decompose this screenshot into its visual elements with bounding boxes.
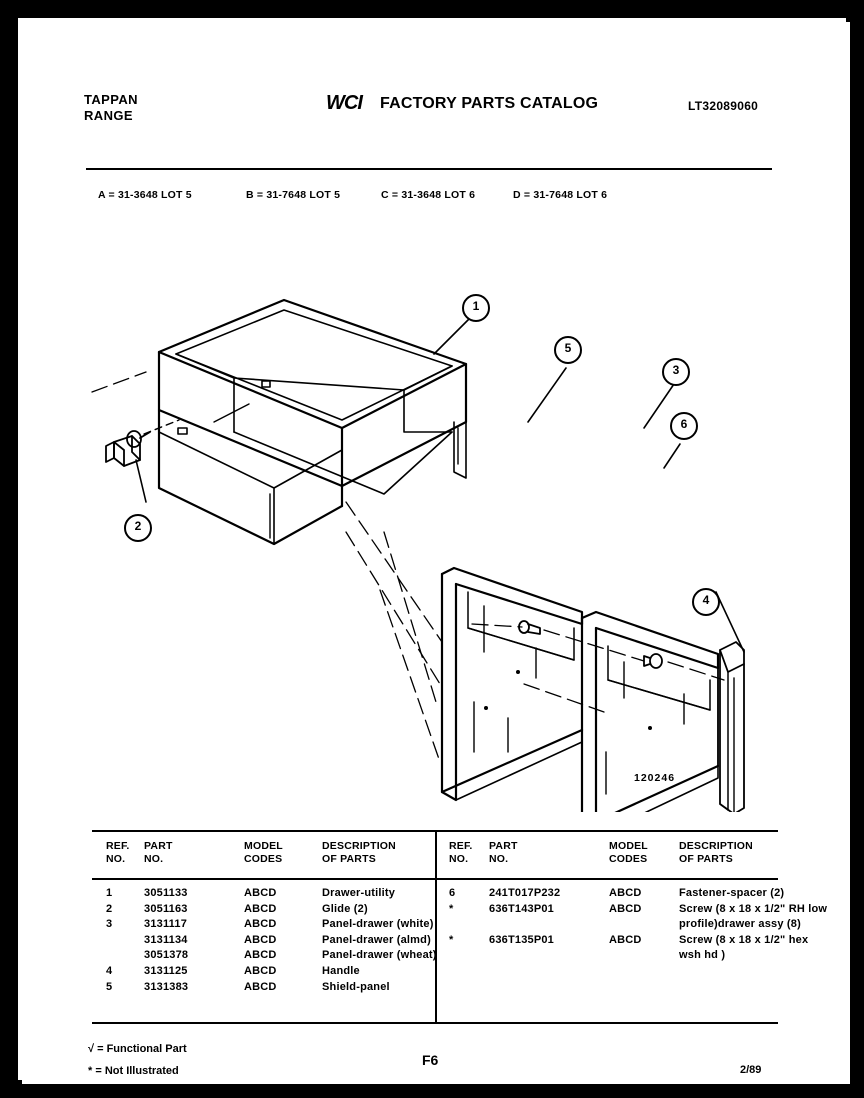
cell-description: Shield-panel (322, 980, 390, 993)
table-row (449, 933, 829, 964)
header-desc2: OF PARTS (322, 853, 376, 865)
lot-code-d: D = 31-7648 LOT 6 (513, 189, 608, 201)
right-table-rows (449, 886, 829, 964)
table-row (106, 980, 437, 996)
callout-5: 5 (554, 336, 582, 364)
cell-model-codes: ABCD (244, 918, 277, 931)
left-table-header (106, 840, 396, 866)
note-not-illustrated: * = Not Illustrated (88, 1065, 179, 1077)
cell-ref-no: * (449, 933, 454, 946)
document-number: LT32089060 (688, 99, 759, 113)
header-desc: DESCRIPTION (322, 840, 396, 852)
callout-4: 4 (692, 588, 720, 616)
cell-description: Fastener-spacer (2) (679, 887, 785, 899)
lot-code-b: B = 31-7648 LOT 5 (246, 189, 341, 201)
table-row (449, 902, 829, 933)
header-ref-r: REF. (449, 840, 473, 852)
header-part2-r: NO. (489, 853, 509, 865)
cell-model-codes: ABCD (609, 933, 642, 946)
note-functional-part: √ = Functional Part (88, 1043, 187, 1055)
cell-model-codes: ABCD (244, 949, 277, 962)
cell-model-codes: ABCD (244, 887, 277, 899)
cell-part-no: 241T017P232 (489, 887, 561, 899)
legend-notes (88, 1038, 187, 1082)
header-ref2: NO. (106, 853, 126, 865)
header-model-r: MODEL (609, 840, 648, 852)
cell-part-no: 3051378 (144, 949, 189, 962)
cell-model-codes: ABCD (244, 902, 277, 915)
header-desc2-r: OF PARTS (679, 853, 733, 865)
page-border (14, 14, 850, 1084)
cell-part-no: 3131117 (144, 918, 188, 931)
cell-description: Screw (8 x 18 x 1/2" hex wsh hd ) (679, 933, 809, 962)
cell-description: Handle (322, 964, 360, 977)
left-table-rows (106, 886, 437, 995)
wci-logo: WCI (326, 92, 362, 114)
callout-1: 1 (462, 294, 490, 322)
table-row (106, 917, 437, 933)
header-divider (86, 168, 772, 170)
cell-part-no: 3051133 (144, 887, 188, 899)
cell-model-codes: ABCD (244, 964, 277, 977)
brand-block (84, 92, 138, 124)
cell-ref-no: 6 (449, 887, 456, 899)
brand-name: TAPPAN (84, 92, 138, 107)
catalog-page (14, 14, 850, 1084)
cell-ref-no: 2 (106, 902, 113, 915)
header-part2: NO. (144, 853, 164, 865)
callout-2: 2 (124, 514, 152, 542)
header-part-r: PART (489, 840, 518, 852)
cell-part-no: 3051163 (144, 902, 188, 915)
drawing-number: 120246 (634, 772, 676, 784)
page-sheet (22, 22, 850, 1084)
callout-3: 3 (662, 358, 690, 386)
cell-description: Screw (8 x 18 x 1/2" RH low profile)drawer assy (8) (679, 902, 828, 931)
cell-model-codes: ABCD (609, 902, 642, 915)
lot-codes-row (98, 189, 798, 201)
cell-description: Panel-drawer (almd) (322, 933, 431, 946)
callout-6: 6 (670, 412, 698, 440)
cell-ref-no: 4 (106, 964, 113, 977)
cell-ref-no: 3 (106, 918, 113, 931)
header-ref: REF. (106, 840, 130, 852)
cell-model-codes: ABCD (609, 887, 642, 899)
cell-description: Panel-drawer (wheat) (322, 949, 437, 962)
cell-part-no: 3131383 (144, 980, 189, 993)
cell-part-no: 3131134 (144, 933, 188, 946)
parts-table (92, 830, 828, 1030)
cell-part-no: 3131125 (144, 964, 188, 977)
table-row (106, 933, 437, 949)
cell-part-no: 636T143P01 (489, 902, 554, 915)
lot-code-a: A = 31-3648 LOT 5 (98, 189, 192, 201)
table-row (449, 886, 829, 902)
header-model: MODEL (244, 840, 283, 852)
exploded-assembly-diagram (84, 232, 784, 812)
table-row (106, 964, 437, 980)
brand-category: RANGE (84, 108, 133, 123)
header-model2-r: CODES (609, 853, 648, 865)
cell-part-no: 636T135P01 (489, 933, 554, 946)
cell-ref-no: * (449, 902, 454, 915)
header-model2: CODES (244, 853, 283, 865)
page-number: F6 (422, 1052, 439, 1068)
table-row (106, 886, 437, 902)
cell-model-codes: ABCD (244, 980, 277, 993)
table-row (106, 902, 437, 918)
header-desc-r: DESCRIPTION (679, 840, 753, 852)
cell-ref-no: 5 (106, 980, 113, 993)
revision-date: 2/89 (740, 1064, 762, 1076)
table-bottom-border (92, 1022, 778, 1024)
cell-ref-no: 1 (106, 887, 113, 899)
lot-code-c: C = 31-3648 LOT 6 (381, 189, 476, 201)
cell-description: Glide (2) (322, 902, 368, 915)
header-part: PART (144, 840, 173, 852)
table-row (106, 948, 437, 964)
cell-description: Panel-drawer (white) (322, 918, 434, 931)
cell-description: Drawer-utility (322, 887, 396, 899)
catalog-title: FACTORY PARTS CATALOG (380, 95, 599, 112)
right-table-header (449, 840, 753, 866)
cell-model-codes: ABCD (244, 933, 277, 946)
header-ref2-r: NO. (449, 853, 469, 865)
